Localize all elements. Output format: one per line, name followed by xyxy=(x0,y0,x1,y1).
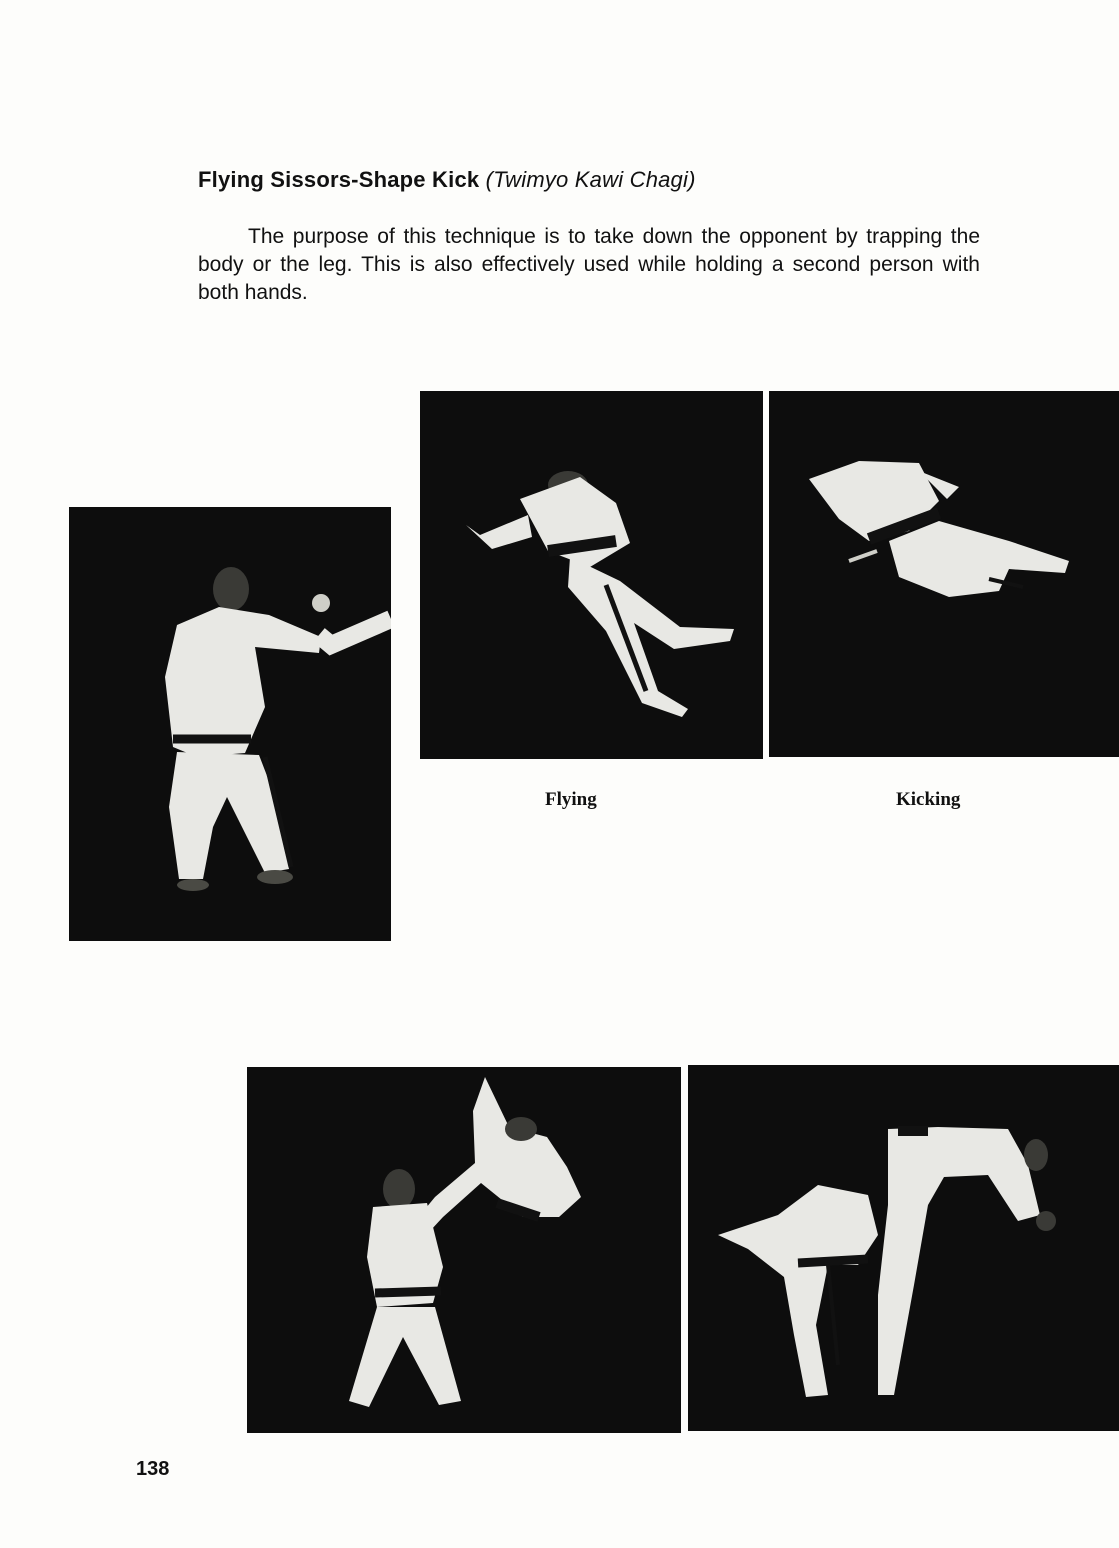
takedown-figures xyxy=(688,1065,1119,1431)
photo-trapping-opponent xyxy=(247,1067,681,1433)
photo-flying xyxy=(420,391,763,759)
page-number: 138 xyxy=(136,1458,170,1480)
heading-title: Flying Sissors-Shape Kick xyxy=(198,167,480,192)
ready-stance-figure xyxy=(69,507,391,941)
section-heading xyxy=(198,167,696,193)
photo-ready-stance xyxy=(69,507,391,941)
caption-flying: Flying xyxy=(545,789,597,810)
photo-kicking xyxy=(769,391,1119,757)
caption-kicking: Kicking xyxy=(896,789,961,810)
flying-figure xyxy=(420,391,763,759)
trapping-figures xyxy=(247,1067,681,1433)
kicking-figure xyxy=(769,391,1119,757)
description-paragraph: The purpose of this technique is to take down the opponent by trapping the body or the leg. This is also effectively used while holding a second person with both hands. xyxy=(198,225,980,304)
heading-subtitle: (Twimyo Kawi Chagi) xyxy=(485,167,696,192)
photo-takedown xyxy=(688,1065,1119,1431)
